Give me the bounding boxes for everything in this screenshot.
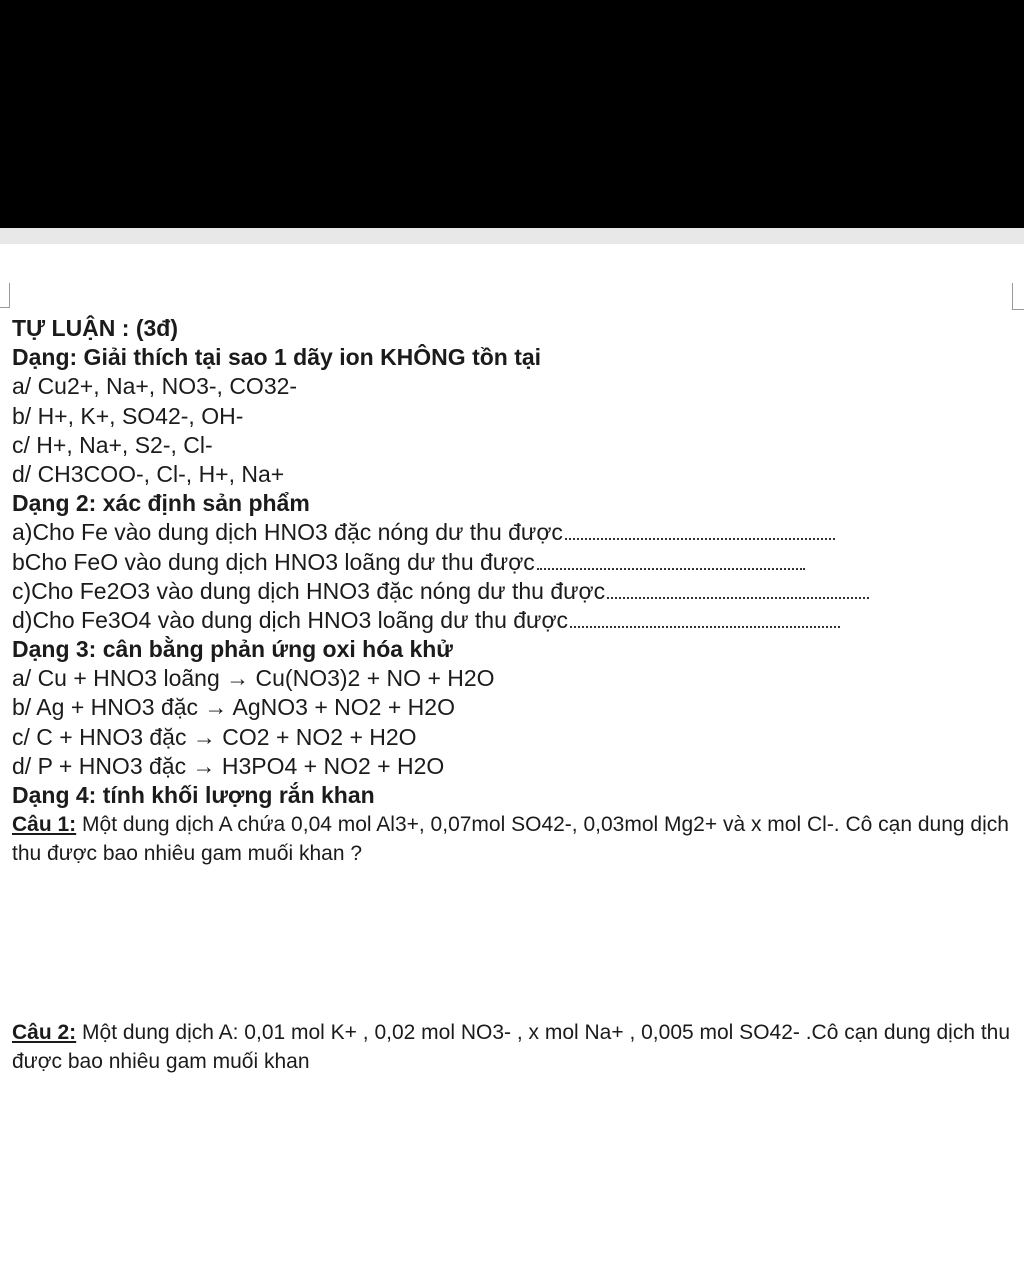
page-margin-corner-right — [1012, 283, 1024, 310]
cau2-text: Một dung dịch A: 0,01 mol K+ , 0,02 mol NO3- , x mol Na+ , 0,005 mol SO42- .Cô cạn dung dịch thu được bao nhiêu gam muối khan — [12, 1021, 1011, 1074]
answer-blank[interactable] — [565, 523, 835, 540]
cau2-paragraph — [12, 1018, 1020, 1076]
dang2-item: a)Cho Fe vào dung dịch HNO3 đặc nóng dư thu được — [12, 519, 563, 546]
dang3-equation: b/ Ag + HNO3 đặc → AgNO3 + NO2 + H2O — [12, 694, 455, 721]
dang4-heading: Dạng 4: tính khối lượng rắn khan — [12, 782, 375, 808]
answer-space — [12, 868, 1020, 1018]
dang3-equation: d/ P + HNO3 đặc → H3PO4 + NO2 + H2O — [12, 752, 445, 779]
answer-blank[interactable] — [537, 553, 805, 570]
dang1-heading: Dạng: Giải thích tại sao 1 dãy ion KHÔNG tồn tại — [12, 344, 542, 371]
dang2-item: c)Cho Fe2O3 vào dung dịch HNO3 đặc nóng dư thu được — [12, 577, 606, 604]
dang1-item: a/ Cu2+, Na+, NO3-, CO32- — [12, 373, 298, 400]
document-title: TỰ LUẬN : (3đ) — [12, 315, 178, 341]
top-black-bar — [0, 0, 1024, 228]
dang2-item: d)Cho Fe3O4 vào dung dịch HNO3 loãng dư thu được — [12, 606, 569, 633]
ruler-strip — [0, 228, 1024, 244]
cau1-text: Một dung dịch A chứa 0,04 mol Al3+, 0,07mol SO42-, 0,03mol Mg2+ và x mol Cl-. Cô cạn dung dịch thu được bao nhiêu gam muối khan ? — [12, 813, 1009, 866]
dang1-item: d/ CH3COO-, Cl-, H+, Na+ — [12, 460, 285, 487]
dang3-equation: a/ Cu + HNO3 loãng → Cu(NO3)2 + NO + H2O — [12, 665, 495, 692]
dang1-item: b/ H+, K+, SO42-, OH- — [12, 402, 244, 429]
cau1-label: Câu 1: — [12, 813, 77, 837]
dang1-item: c/ H+, Na+, S2-, Cl- — [12, 431, 213, 458]
dang3-heading: Dạng 3: cân bằng phản ứng oxi hóa khử — [12, 636, 453, 663]
document-content — [12, 314, 1020, 1076]
page-margin-corner-left — [0, 283, 10, 308]
answer-blank[interactable] — [607, 582, 869, 599]
dang3-equation: c/ C + HNO3 đặc → CO2 + NO2 + H2O — [12, 723, 417, 750]
cau2-label: Câu 2: — [12, 1021, 77, 1045]
dang2-heading: Dạng 2: xác định sản phẩm — [12, 490, 310, 517]
cau1-paragraph — [12, 810, 1020, 868]
answer-blank[interactable] — [570, 611, 840, 628]
dang2-item: bCho FeO vào dung dịch HNO3 loãng dư thu được — [12, 548, 535, 575]
